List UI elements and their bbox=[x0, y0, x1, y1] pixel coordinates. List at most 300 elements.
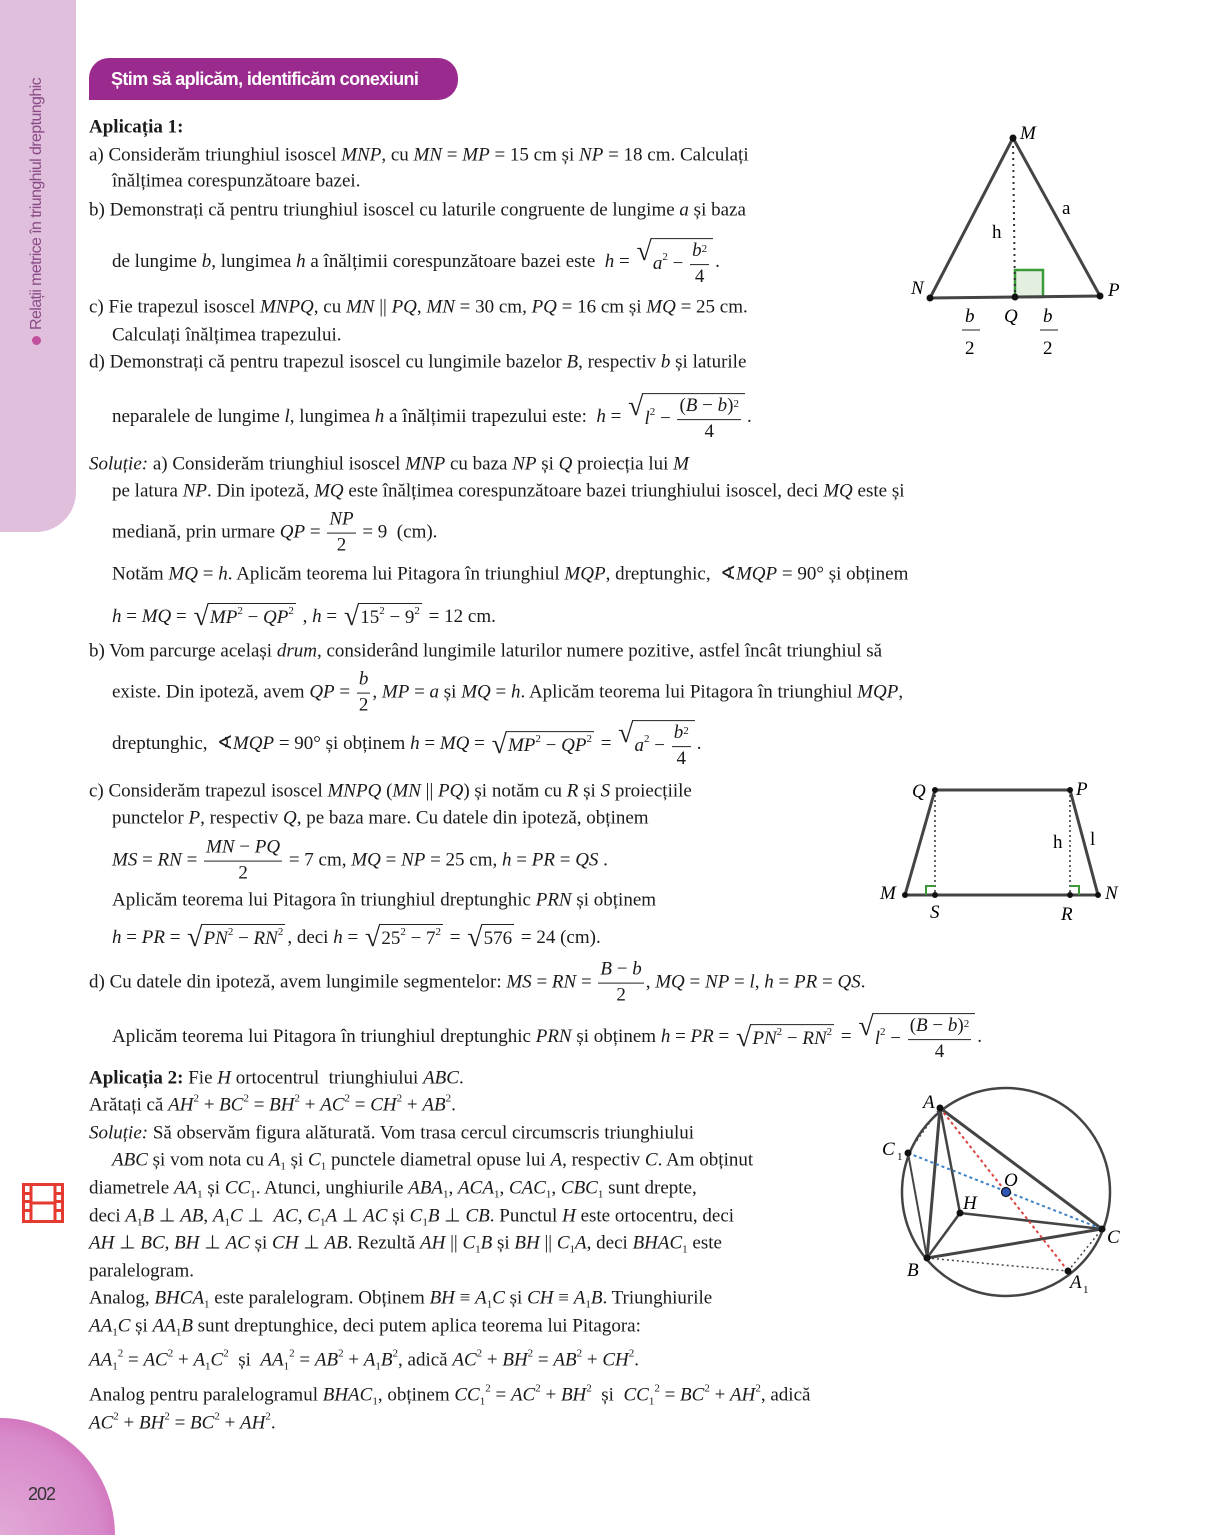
text-span: QP bbox=[561, 735, 587, 757]
text-span: AB bbox=[553, 1349, 577, 1371]
text-span: 2 bbox=[338, 1347, 344, 1360]
label-C1-sub: 1 bbox=[897, 1151, 903, 1163]
text-span: și laturile bbox=[670, 351, 747, 373]
text-span: BHAC bbox=[632, 1232, 683, 1254]
text-span: BH bbox=[429, 1287, 455, 1309]
text-span: − 7 bbox=[405, 928, 436, 950]
text-span: 2 bbox=[701, 242, 708, 255]
text-span: MQ bbox=[351, 849, 381, 871]
text-span: 1 bbox=[205, 1360, 211, 1373]
text-span: este și bbox=[852, 480, 905, 502]
text-span: MQ bbox=[141, 605, 172, 627]
text-span: h bbox=[660, 1026, 671, 1048]
text-span: l bbox=[284, 406, 290, 428]
text-span: 1 bbox=[682, 1243, 688, 1256]
text-span: h bbox=[218, 563, 228, 585]
text-span: proiecția lui bbox=[572, 453, 674, 475]
text-span: a bbox=[634, 735, 645, 757]
text-span: 2 bbox=[336, 534, 347, 556]
text-span: = bbox=[595, 733, 617, 755]
text-span: NP bbox=[182, 480, 207, 502]
text-span: și vom nota cu bbox=[147, 1149, 269, 1171]
label-H: H bbox=[963, 1193, 977, 1214]
text-span: 2 bbox=[243, 1092, 249, 1105]
text-span: CH bbox=[527, 1287, 554, 1309]
text-span: 2 bbox=[396, 1092, 403, 1105]
text-span: , bbox=[297, 605, 313, 627]
text-span: MNP bbox=[341, 144, 382, 166]
radical-icon: √ bbox=[467, 922, 483, 953]
text-span: 1 bbox=[475, 1243, 481, 1256]
text-span: 1 bbox=[112, 1326, 118, 1339]
text-span: , deci bbox=[287, 926, 334, 948]
text-span: − bbox=[233, 928, 254, 950]
radical-icon: √ bbox=[187, 922, 203, 953]
text-span: CC bbox=[224, 1177, 251, 1199]
text-span: − bbox=[540, 735, 562, 757]
text-span: , dreptunghic, ∢ bbox=[605, 563, 736, 585]
radical-icon: √ bbox=[618, 718, 634, 750]
text-span: PR bbox=[794, 971, 818, 993]
radical-icon: √ bbox=[735, 1022, 752, 1053]
text-span: AB bbox=[180, 1205, 204, 1227]
text-span: l bbox=[749, 971, 755, 993]
text-span: BC bbox=[140, 1232, 165, 1254]
text-span: este înălțimea corespunzătoare bazei triunghiului isoscel, deci bbox=[343, 480, 824, 502]
text-span: BH bbox=[174, 1232, 200, 1254]
text-span: Aplicația 1: bbox=[89, 116, 184, 138]
radical-icon: √ bbox=[858, 1011, 874, 1043]
text-span: QP bbox=[309, 681, 335, 703]
text-span: 2 bbox=[414, 605, 420, 618]
text-span: = bbox=[836, 1026, 857, 1048]
text-span: − bbox=[234, 836, 255, 858]
text-span: AA bbox=[173, 1177, 198, 1199]
text-span: 2 bbox=[586, 733, 592, 746]
text-span: BH bbox=[514, 1232, 540, 1254]
text-span: 2 bbox=[344, 1092, 350, 1105]
text-span: = 25 cm, bbox=[425, 849, 503, 871]
text-span: = bbox=[164, 926, 186, 948]
text-span: MS bbox=[112, 849, 138, 871]
text-span: || bbox=[420, 780, 438, 802]
text-span: H bbox=[562, 1205, 576, 1227]
text-span: . bbox=[598, 849, 608, 871]
label-A1-sub: 1 bbox=[1083, 1284, 1089, 1296]
text-span: Analog pentru paralelogramul bbox=[89, 1384, 323, 1406]
text-span: + bbox=[173, 1349, 194, 1371]
text-span: = bbox=[531, 971, 552, 993]
text-span: h bbox=[374, 406, 385, 428]
text-span: . bbox=[746, 406, 752, 428]
text-span: = 24 (cm). bbox=[516, 926, 601, 948]
text-span: CC bbox=[454, 1384, 480, 1406]
text-span: MNPQ bbox=[327, 780, 382, 802]
text-span: 1 bbox=[569, 1243, 576, 1256]
text-span: b bbox=[201, 251, 212, 273]
text-span: , respectiv bbox=[200, 807, 283, 829]
text-span: = bbox=[511, 849, 532, 871]
radical-icon: √ bbox=[343, 601, 360, 632]
text-span: d) Demonstrați că pentru trapezul isoscel cu lungimile bazelor bbox=[89, 351, 567, 373]
label-N: N bbox=[1105, 883, 1118, 904]
text-span: PRN bbox=[535, 1026, 572, 1048]
text-span: h bbox=[410, 733, 420, 755]
text-span: = 30 cm, bbox=[454, 296, 532, 318]
text-span: = bbox=[409, 681, 430, 703]
text-span: = bbox=[773, 971, 795, 993]
text-span: C bbox=[462, 1232, 476, 1254]
text-span: 2 bbox=[113, 1410, 119, 1423]
text-span: Notăm bbox=[112, 563, 169, 585]
text-span: 4 bbox=[676, 748, 687, 769]
text-span: + bbox=[402, 1094, 423, 1116]
text-span: = 25 cm. bbox=[675, 296, 748, 318]
text-span: + bbox=[540, 1384, 561, 1406]
text-span: 2 bbox=[662, 251, 668, 264]
text-span: . bbox=[270, 1412, 276, 1434]
text-span: AC bbox=[510, 1384, 536, 1406]
text-span: . Aplicăm teorema lui Pitagora în triunghiul bbox=[227, 563, 565, 585]
text-span: 2 bbox=[776, 1026, 783, 1039]
text-span: QS bbox=[575, 849, 599, 871]
text-span: 2 bbox=[358, 694, 369, 716]
text-span: 1 bbox=[422, 1216, 428, 1229]
text-span: − bbox=[782, 1028, 803, 1050]
text-span: = 12 cm. bbox=[423, 605, 496, 627]
text-span: A bbox=[125, 1205, 138, 1227]
text-span: și bbox=[492, 1232, 515, 1254]
text-span: 1 bbox=[443, 1188, 449, 1201]
text-span: = bbox=[729, 971, 750, 993]
text-span: ( bbox=[909, 1015, 917, 1037]
text-span: = bbox=[469, 733, 490, 755]
text-span: ( bbox=[381, 780, 393, 802]
text-span: paralelogram. bbox=[89, 1260, 194, 1282]
text-span: . Punctul bbox=[489, 1205, 563, 1227]
text-span: ⊥ bbox=[154, 1205, 181, 1227]
text-span: , bbox=[754, 971, 765, 993]
text-span: și bbox=[591, 1384, 624, 1406]
text-span: AB bbox=[324, 1232, 348, 1254]
text-span: și bbox=[130, 1315, 153, 1337]
text-span: 2 bbox=[445, 1092, 452, 1105]
text-span: și bbox=[536, 453, 559, 475]
text-span: Soluție: bbox=[89, 1122, 149, 1144]
text-span: și bbox=[387, 1205, 410, 1227]
text-span: + bbox=[343, 1349, 364, 1371]
text-span: C bbox=[230, 1205, 243, 1227]
text-span: cu baza bbox=[445, 453, 513, 475]
text-span: 2 bbox=[265, 1410, 271, 1423]
text-span: MN bbox=[345, 296, 375, 318]
label-A: A bbox=[923, 1092, 935, 1113]
text-span: = bbox=[350, 1094, 371, 1116]
text-span: MS bbox=[506, 971, 532, 993]
text-span: C bbox=[492, 1287, 505, 1309]
text-span: BC bbox=[190, 1412, 215, 1434]
text-span: AB bbox=[422, 1094, 446, 1116]
text-span: 2 bbox=[535, 733, 541, 746]
text-span: h bbox=[764, 971, 774, 993]
text-span: h bbox=[502, 849, 512, 871]
text-span: ⊥ bbox=[199, 1232, 226, 1254]
text-span: = bbox=[334, 681, 355, 703]
text-span: 2 bbox=[485, 1382, 491, 1395]
text-span: Aplicăm teorema lui Pitagora în triunghiul dreptunghic bbox=[112, 1026, 536, 1048]
text-span: 1 bbox=[204, 1298, 210, 1311]
text-span: de lungime bbox=[112, 251, 202, 273]
text-span: 2 bbox=[616, 984, 626, 1006]
text-span: MQ bbox=[168, 563, 199, 585]
text-span: , obținem bbox=[377, 1384, 455, 1406]
text-span: 2 bbox=[628, 1347, 635, 1360]
text-span: R bbox=[566, 780, 579, 802]
text-span: 2 bbox=[476, 1347, 483, 1360]
trapezoid-figure bbox=[879, 779, 1119, 925]
text-span: NP bbox=[401, 849, 426, 871]
text-span: A bbox=[363, 1349, 376, 1371]
text-span: RN bbox=[253, 928, 278, 950]
text-span: , bbox=[416, 296, 427, 318]
text-span: , respectiv bbox=[578, 351, 661, 373]
text-span: h bbox=[112, 605, 122, 627]
text-span: C bbox=[210, 1349, 224, 1371]
text-span: = bbox=[121, 926, 142, 948]
text-span: 2 bbox=[214, 1410, 220, 1423]
radical-icon: √ bbox=[628, 391, 644, 423]
text-span: + bbox=[709, 1384, 731, 1406]
label-Q: Q bbox=[1004, 306, 1018, 327]
text-span: și bbox=[285, 1149, 309, 1171]
label-Q: Q bbox=[912, 781, 926, 802]
text-span: MQP bbox=[735, 563, 778, 585]
text-span: și bbox=[228, 1349, 261, 1371]
text-span: = bbox=[684, 971, 706, 993]
text-span: QS bbox=[837, 971, 861, 993]
text-span: dreptunghic, ∢ bbox=[112, 733, 233, 755]
text-span: AH bbox=[89, 1232, 115, 1254]
text-span: . Triunghiurile bbox=[602, 1287, 713, 1309]
label-M: M bbox=[880, 883, 896, 904]
text-span: || bbox=[445, 1232, 463, 1254]
text-span: NP bbox=[579, 144, 604, 166]
text-span: , bbox=[898, 681, 904, 703]
text-span: = 90° și obținem bbox=[274, 733, 411, 755]
text-span: b bbox=[692, 240, 702, 262]
text-span: PR bbox=[141, 926, 165, 948]
text-span: , adică bbox=[760, 1384, 811, 1406]
text-span: 2 bbox=[288, 605, 294, 618]
text-span: = bbox=[605, 406, 627, 428]
text-span: = 16 cm și bbox=[556, 296, 647, 318]
text-span: mediană, prin urmare bbox=[112, 521, 280, 543]
text-span: A bbox=[573, 1287, 586, 1309]
text-span: PN bbox=[752, 1028, 777, 1050]
text-span: 2 bbox=[654, 1382, 660, 1395]
text-span: , bbox=[448, 1177, 459, 1199]
text-span: 2 bbox=[576, 1347, 583, 1360]
text-span: a bbox=[429, 681, 440, 703]
text-span: 2 bbox=[535, 1382, 541, 1395]
text-span: + bbox=[198, 1094, 220, 1116]
text-span: AH bbox=[168, 1094, 194, 1116]
text-span: = bbox=[305, 521, 326, 543]
text-span: C bbox=[117, 1315, 131, 1337]
text-span: B bbox=[480, 1232, 493, 1254]
text-span: 1 bbox=[112, 1360, 118, 1373]
text-span: MQ bbox=[314, 480, 344, 502]
text-span: , cu bbox=[313, 296, 346, 318]
text-span: QP bbox=[279, 521, 306, 543]
text-span: . bbox=[458, 1067, 464, 1089]
text-span: PR bbox=[531, 849, 555, 871]
text-span: punctelor bbox=[112, 807, 189, 829]
text-span: 1 bbox=[197, 1188, 203, 1201]
text-span: + bbox=[118, 1412, 139, 1434]
text-span: AB bbox=[314, 1349, 339, 1371]
text-span: . bbox=[451, 1094, 456, 1116]
text-span: = bbox=[419, 733, 440, 755]
text-span: MQ bbox=[823, 480, 853, 502]
text-span: . Rezultă bbox=[347, 1232, 420, 1254]
text-span: MQP bbox=[232, 733, 275, 755]
text-span: MQ bbox=[655, 971, 685, 993]
text-span: B bbox=[685, 395, 698, 417]
text-span: A bbox=[325, 1205, 338, 1227]
text-span: este ortocentru, deci bbox=[575, 1205, 735, 1227]
text-span: 2 bbox=[227, 926, 234, 939]
text-span: BH bbox=[560, 1384, 587, 1406]
text-span: ortocentrul triunghiului bbox=[230, 1067, 424, 1089]
text-span: = bbox=[442, 144, 463, 166]
text-span: Aplicăm teorema lui Pitagora în triunghiul dreptunghic bbox=[112, 889, 536, 911]
text-span: B bbox=[380, 1349, 393, 1371]
text-span: PN bbox=[203, 928, 228, 950]
text-span: ) bbox=[957, 1015, 964, 1037]
text-span: = bbox=[659, 1384, 681, 1406]
label-h: h bbox=[1053, 832, 1063, 853]
text-span: P bbox=[188, 807, 201, 829]
text-span: , lungimea bbox=[289, 406, 375, 428]
text-span: 2 bbox=[733, 397, 739, 410]
text-span: − bbox=[885, 1028, 906, 1050]
text-span: C bbox=[409, 1205, 423, 1227]
text-span: ⊥ bbox=[242, 1205, 274, 1227]
text-span: 1 bbox=[280, 1160, 286, 1173]
text-span: . bbox=[696, 733, 702, 755]
text-span: AC bbox=[225, 1232, 250, 1254]
text-span: = bbox=[198, 563, 219, 585]
text-span: − bbox=[655, 408, 676, 430]
text-span: MN bbox=[392, 780, 421, 802]
text-span: M bbox=[673, 453, 689, 475]
text-span: = 7 cm, bbox=[284, 849, 352, 871]
text-span: B bbox=[600, 958, 613, 980]
text-span: Q bbox=[282, 807, 297, 829]
text-span: MQP bbox=[857, 681, 899, 703]
text-span: MP bbox=[381, 681, 410, 703]
text-span: B bbox=[427, 1205, 440, 1227]
text-span: − bbox=[649, 735, 670, 757]
text-span: MP bbox=[507, 735, 536, 757]
label-a: a bbox=[1062, 198, 1071, 219]
text-span: 2 bbox=[294, 1092, 300, 1105]
text-span: 2 bbox=[755, 1382, 761, 1395]
text-span: AA bbox=[152, 1315, 176, 1337]
text-span: 1 bbox=[493, 1188, 500, 1201]
text-span: MQP bbox=[564, 563, 606, 585]
text-span: 2 bbox=[289, 1347, 295, 1360]
text-span: , bbox=[499, 1177, 509, 1199]
chapter-title: Relații metrice în triunghiul dreptunghic bbox=[28, 78, 45, 330]
text-span: MNPQ bbox=[259, 296, 314, 318]
text-span: b) Vom parcurge același bbox=[89, 640, 277, 662]
text-span: B bbox=[916, 1015, 928, 1037]
text-span: ) bbox=[727, 395, 734, 417]
text-span: AH bbox=[730, 1384, 756, 1406]
text-span: AC bbox=[363, 1205, 388, 1227]
text-span: − 9 bbox=[384, 607, 415, 629]
text-span: este bbox=[687, 1232, 722, 1254]
label-2-left: 2 bbox=[965, 338, 975, 359]
text-span: . bbox=[715, 251, 720, 273]
text-span: CBC bbox=[560, 1177, 598, 1199]
text-span: 2 bbox=[164, 1410, 170, 1423]
text-span: AC bbox=[273, 1205, 298, 1227]
text-span: 1 bbox=[648, 1395, 655, 1408]
text-span: , bbox=[164, 1232, 175, 1254]
text-span: ) și notăm cu bbox=[463, 780, 567, 802]
text-span: l bbox=[644, 408, 650, 430]
text-span: AA bbox=[89, 1315, 113, 1337]
radical-icon: √ bbox=[364, 922, 381, 953]
text-span: NP bbox=[512, 453, 537, 475]
text-span: MQ bbox=[646, 296, 676, 318]
text-span: b bbox=[717, 395, 728, 417]
text-span: b bbox=[947, 1015, 958, 1037]
text-span: QP bbox=[263, 607, 289, 629]
text-span: PQ bbox=[531, 296, 557, 318]
page-number: 202 bbox=[28, 1484, 56, 1504]
text-span: = bbox=[169, 1412, 191, 1434]
text-span: 2 bbox=[223, 1347, 229, 1360]
text-span: ≡ bbox=[454, 1287, 476, 1309]
text-span: = bbox=[817, 971, 838, 993]
text-span: || bbox=[539, 1232, 557, 1254]
text-span: 1 bbox=[319, 1216, 326, 1229]
text-span: ⊥ bbox=[337, 1205, 364, 1227]
text-span: − bbox=[697, 395, 718, 417]
text-span: PRN bbox=[535, 889, 572, 911]
text-span: Soluție: bbox=[89, 453, 149, 475]
label-C: C bbox=[1107, 1227, 1120, 1248]
text-span: ⊥ bbox=[439, 1205, 466, 1227]
text-span: ABA bbox=[408, 1177, 444, 1199]
text-span: = bbox=[713, 1026, 734, 1048]
text-span: 1 bbox=[585, 1298, 591, 1311]
text-span: BH bbox=[269, 1094, 295, 1116]
text-span: înălțimea corespunzătoare bazei. bbox=[112, 170, 361, 192]
text-span: 2 bbox=[963, 1017, 970, 1030]
text-span: , bbox=[645, 971, 656, 993]
radical-icon: √ bbox=[491, 729, 507, 760]
text-span: = 18 cm. Calculați bbox=[603, 144, 749, 166]
text-span: AC bbox=[89, 1412, 114, 1434]
text-span: A bbox=[268, 1149, 281, 1171]
text-span: = bbox=[576, 971, 597, 993]
text-span: ≡ bbox=[553, 1287, 574, 1309]
